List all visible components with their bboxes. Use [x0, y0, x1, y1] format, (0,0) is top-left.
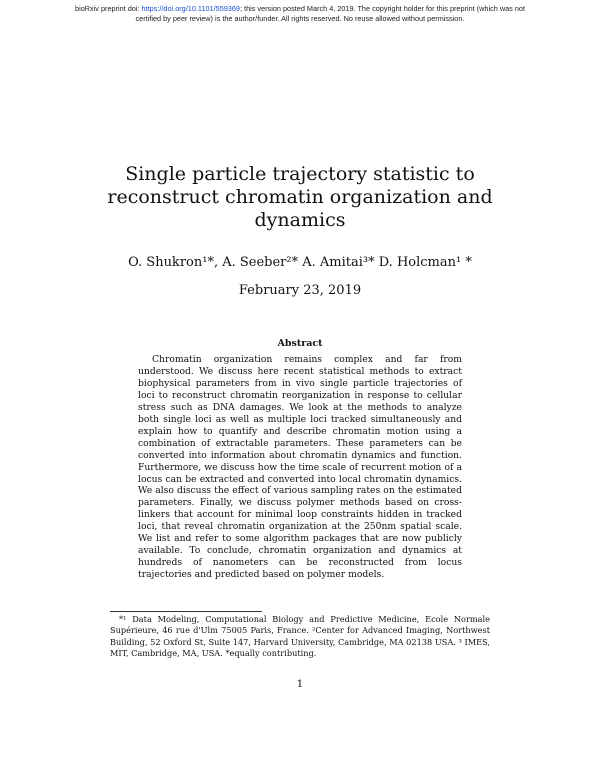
abstract-heading: Abstract	[277, 338, 323, 349]
abstract-text: Chromatin organization remains complex and far from understood. We discuss here recent statistical methods to extract biophysical parameters from in vivo single particle trajectories of loci to reconstruct chromatin reorganization in response to cellular stress such as DNA damages. We look at the methods to analyze both single loci as well as multiple loci tracked simultaneously and explain how to quantify and describe chromatin motion using a combination of extractable parameters. These parameters can be converted into information about chromatin dynamics and function. Furthermore, we discuss how the time scale of recurrent motion of a locus can be extracted and converted into local chromatin dynamics. We also discuss the effect of various sampling rates on the estimated parameters. Finally, we discuss polymer methods based on cross-linkers that account for minimal loop constraints hidden in tracked loci, that reveal chromatin organization at the 250nm spatial scale. We list and refer to some algorithm packages that are now publicly available. To conclude, chromatin organization and dynamics at hundreds of nanometers can be reconstructed from locus trajectories and predicted based on polymer models.	[138, 354, 462, 581]
doi-link[interactable]: https://doi.org/10.1101/559369	[141, 4, 240, 13]
page-number: 1	[296, 678, 304, 690]
header-suffix: ; this version posted March 4, 2019. The copyright holder for this preprint (which was not	[239, 4, 525, 13]
author-list: O. Shukron¹*, A. Seeber²* A. Amitai³* D. Holcman¹ *	[128, 255, 472, 270]
header-line-1	[0, 4, 600, 14]
preprint-header	[0, 4, 600, 23]
header-line-2: certified by peer review) is the author/funder. All rights reserved. No reuse allowed without permission.	[135, 13, 465, 23]
header-prefix: bioRxiv preprint doi:	[75, 4, 142, 13]
footnote-divider	[110, 611, 262, 612]
publication-date: February 23, 2019	[238, 283, 362, 298]
paper-title: Single particle trajectory statistic to reconstruct chromatin organization and dynamics	[107, 163, 493, 231]
affiliations-footnote: *¹ Data Modeling, Computational Biology and Predictive Medicine, Ecole Normale Supérieure, 46 rue d'Ulm 75005 Paris, France. ²Center for Advanced Imaging, Northwest Building, 52 Oxford St, Suite 147, Harvard University, Cambridge, MA 02138 USA. ³ IMES, MIT, Cambridge, MA, USA. *equally contributing.	[110, 614, 490, 659]
